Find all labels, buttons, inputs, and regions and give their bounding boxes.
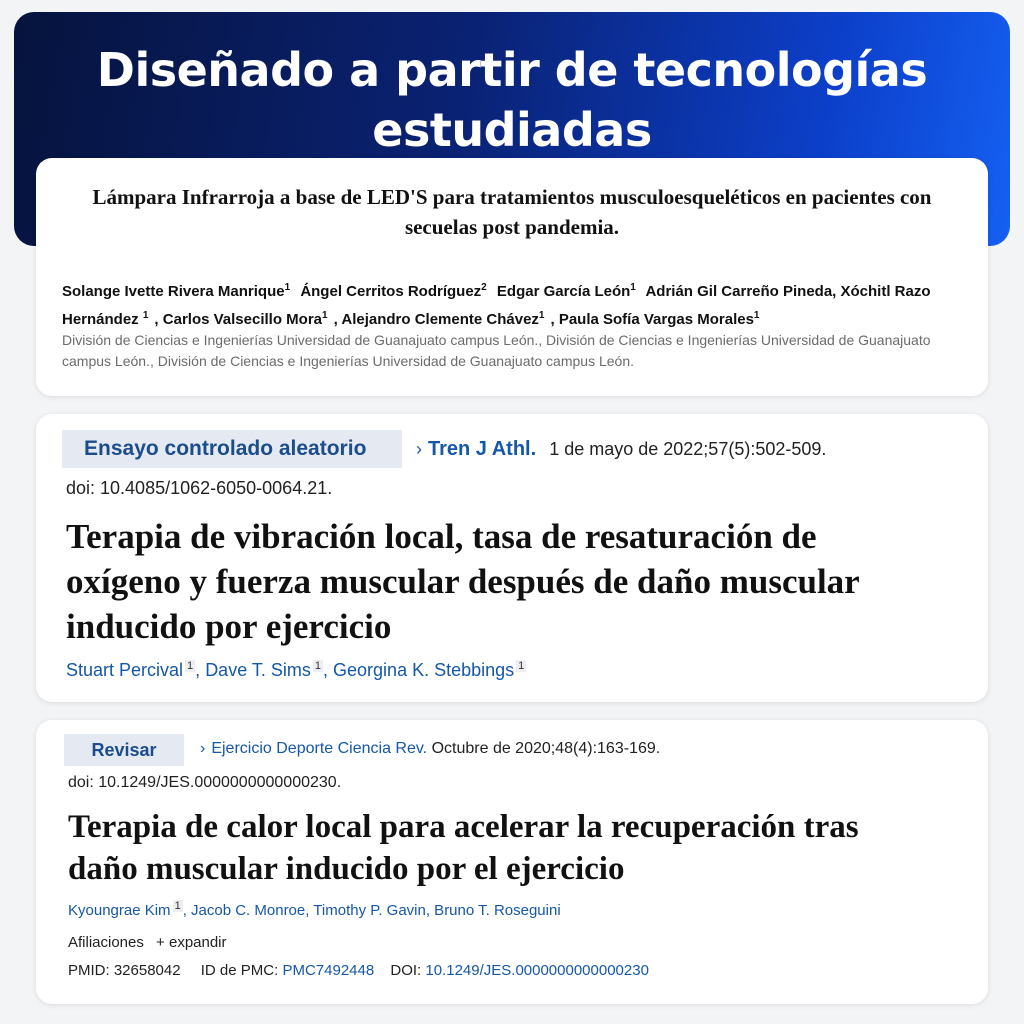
article-authors: Stuart Percival $^1$ , Dave T. Sims $^1$ , Georgina K. Stebbings $^1$ <box>66 660 525 680</box>
article-type-badge: Revisar <box>64 734 184 766</box>
author-links[interactable]: , Jacob C. Monroe, Timothy P. Gavin, Bruno T. Roseguini <box>182 902 561 919</box>
citation-line <box>200 740 660 758</box>
identifiers-row <box>68 962 649 979</box>
author-sup: 1 <box>142 310 149 321</box>
author-sup: 2 <box>481 282 487 293</box>
paper-author: Ángel Cerritos Rodríguez <box>300 283 482 300</box>
author-link[interactable]: Dave T. Sims <box>205 660 311 680</box>
journal-link[interactable]: Tren J Athl. <box>428 438 537 460</box>
paper-affiliation: División de Ciencias e Ingenierías Universidad de Guanajuato campus León., División de Ciencias e Ingenierías Universidad de Guanajuato campus León., División de Ciencias e Ingenierías Universidad de Guanajuato campus León. <box>62 332 931 369</box>
pmc-label: ID de PMC: <box>200 962 279 979</box>
expand-toggle[interactable]: + expandir <box>156 934 227 951</box>
article-authors <box>68 900 561 919</box>
paper-author: Edgar García León <box>496 283 631 300</box>
author-link[interactable]: Georgina K. Stebbings <box>333 660 515 680</box>
paper-card <box>36 158 988 396</box>
author-sup: 1 <box>518 660 525 672</box>
author-link[interactable]: Kyoungrae Kim <box>68 902 171 919</box>
article-type-badge: Ensayo controlado aleatorio <box>62 430 402 468</box>
article-card-1 <box>36 414 988 702</box>
author-sup: 1 <box>538 310 545 321</box>
author-sup: 1 <box>630 282 636 293</box>
paper-title: Lámpara Infrarroja a base de LED'S para tratamientos musculoesqueléticos en pacientes con secuelas post pandemia. <box>92 185 932 239</box>
paper-author: Alejandro Clemente Chávez <box>341 311 539 328</box>
article-title[interactable]: Terapia de calor local para acelerar la recuperación tras daño muscular inducido por el ejercicio <box>68 809 859 887</box>
author-sup: 1 <box>322 310 328 321</box>
author-sup: 1 <box>284 282 291 293</box>
citation-line <box>416 438 826 461</box>
doi-label: DOI: <box>390 962 422 979</box>
paper-author: Solange Ivette Rivera Manrique <box>62 283 285 300</box>
author-sup: 1 <box>174 900 181 912</box>
affiliations-label: Afiliaciones <box>68 934 144 951</box>
banner-title: Diseñado a partir de tecnologías estudiadas <box>96 43 928 157</box>
journal-link[interactable]: Ejercicio Deporte Ciencia Rev. <box>211 740 428 757</box>
citation-detail: Octubre de 2020;48(4):163-169. <box>431 740 661 757</box>
author-link[interactable]: Stuart Percival <box>66 660 184 680</box>
doi-line: doi: 10.1249/JES.0000000000000230. <box>68 774 342 791</box>
article-card-2 <box>36 720 988 1004</box>
author-sup: 1 <box>753 310 760 321</box>
chevron-right-icon: › <box>416 439 422 459</box>
chevron-right-icon: › <box>200 740 206 757</box>
paper-author: Adrián Gil Carreño Pineda, Xóchitl Razo Hernández <box>62 283 931 328</box>
paper-author: Paula Sofía Vargas Morales <box>558 311 754 328</box>
doi-line: doi: 10.4085/1062-6050-0064.21. <box>66 478 333 498</box>
citation-detail: 1 de mayo de 2022;57(5):502-509. <box>549 439 827 459</box>
article-title[interactable]: Terapia de vibración local, tasa de resaturación de oxígeno y fuerza muscular después de daño muscular inducido por ejercicio <box>66 517 860 646</box>
paper-authors: Solange Ivette Rivera Manrique$^1$ Ángel Cerritos Rodríguez$^2$ Edgar García León$^1$ Adrián Gil Carreño Pineda, Xóchitl Razo Hernández $^1$ , Carlos Valsecillo Mora$^1$ , Alejandro Clemente Chávez$^1$ , Paula Sofía Vargas Morales$^1$ <box>62 282 931 328</box>
doi-link[interactable]: 10.1249/JES.0000000000000230 <box>425 962 649 979</box>
pmc-link[interactable]: PMC7492448 <box>282 962 375 979</box>
author-sup: 1 <box>314 660 322 672</box>
author-sup: 1 <box>187 660 194 672</box>
affiliations-row <box>68 934 227 951</box>
paper-author: Carlos Valsecillo Mora <box>162 311 323 328</box>
pmid: PMID: 32658042 <box>68 962 181 979</box>
